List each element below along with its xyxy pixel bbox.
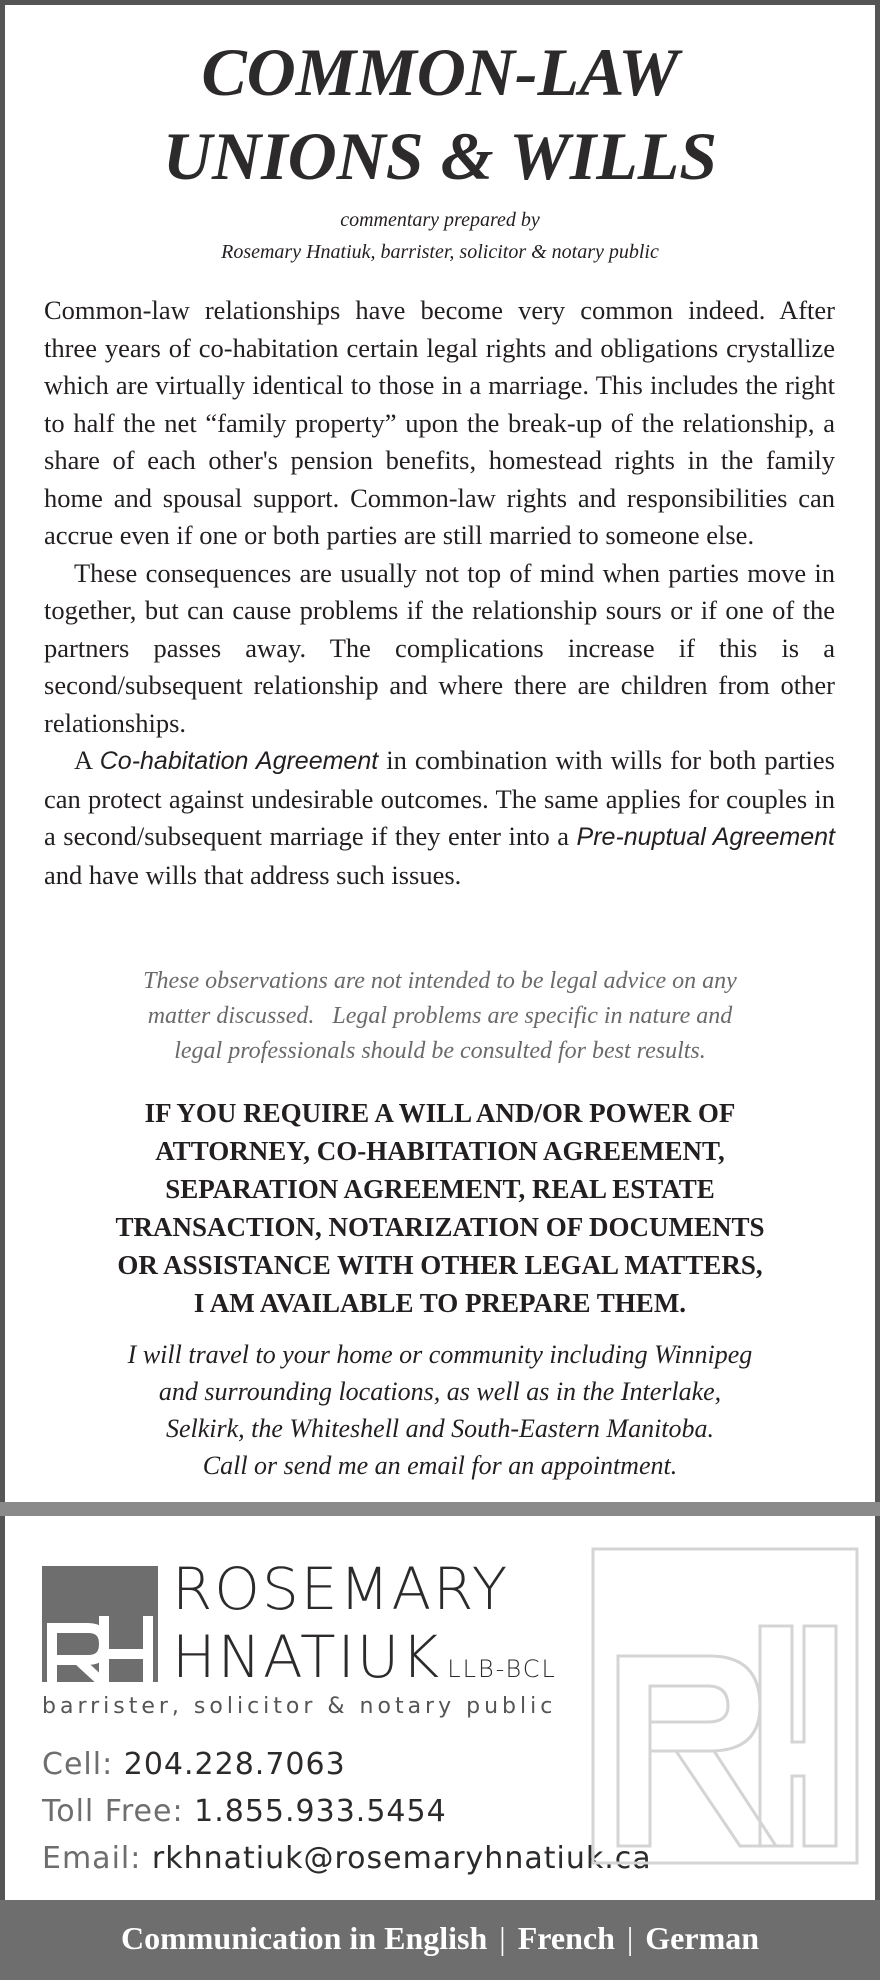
cell-number[interactable]: 204.228.7063 xyxy=(123,1747,346,1782)
language-english: Communication in English xyxy=(120,1920,488,1956)
cta-line: SEPARATION AGREEMENT, REAL ESTATE xyxy=(165,1174,715,1204)
credentials: LLB-BCL xyxy=(447,1655,557,1683)
brand-tagline: barrister, solicitor & notary public xyxy=(42,1694,557,1719)
byline-line-2: Rosemary Hnatiuk, barrister, solicitor & notary public xyxy=(221,241,659,263)
rh-watermark-icon xyxy=(590,1546,860,1871)
tollfree-number[interactable]: 1.855.933.5454 xyxy=(194,1794,447,1829)
divider-bar xyxy=(0,1502,880,1516)
cta-line: I AM AVAILABLE TO PREPARE THEM. xyxy=(193,1288,687,1318)
prenuptual-agreement-term: Pre-nuptual Agreement xyxy=(576,823,835,851)
tollfree-label: Toll Free: xyxy=(42,1794,184,1829)
headline-line-1: COMMON-LAW xyxy=(201,34,679,110)
headline xyxy=(0,30,880,198)
brand-name-line-2 xyxy=(172,1625,557,1701)
paragraph-3-text-c: and have wills that address such issues. xyxy=(44,859,462,890)
disclaimer xyxy=(0,964,880,1069)
headline-line-2: UNIONS & WILLS xyxy=(162,118,718,194)
byline-line-1: commentary prepared by xyxy=(340,209,540,231)
disclaimer-line: These observations are not intended to be legal advice on any xyxy=(143,968,737,994)
cta-line: IF YOU REQUIRE A WILL AND/OR POWER OF xyxy=(144,1098,736,1128)
travel-line: Call or send me an email for an appointment. xyxy=(202,1451,678,1480)
cta-line: OR ASSISTANCE WITH OTHER LEGAL MATTERS, xyxy=(117,1250,763,1280)
article-body xyxy=(44,292,835,894)
disclaimer-line: legal professionals should be consulted for best results. xyxy=(174,1038,706,1064)
paragraph-3-text-a: A xyxy=(74,745,100,775)
language-german: German xyxy=(645,1920,760,1956)
cell-contact xyxy=(42,1745,346,1785)
cta-line: TRANSACTION, NOTARIZATION OF DOCUMENTS xyxy=(115,1212,765,1242)
paragraph-3-text-b: in combination with wills for both parties can protect against undesirable outcomes. The same applies for couples in a second/subsequent marriage if they enter into a xyxy=(44,745,835,851)
language-footer xyxy=(0,1900,880,1980)
cohabitation-agreement-term: Co-habitation Agreement xyxy=(99,747,379,775)
separator: | xyxy=(499,1920,506,1956)
email-label: Email: xyxy=(42,1841,142,1876)
email-contact xyxy=(42,1839,652,1879)
separator: | xyxy=(626,1920,634,1956)
byline xyxy=(0,204,880,268)
paragraph-1: Common-law relationships have become very common indeed. After three years of co-habitation certain legal rights and obligations crystallize which are virtually identical to those in a marriage. This includes the right to half the net “family property” upon the break-up of the relationship, a share of each other's pension benefits, homestead rights in the family home and spousal support. Common-law rights and responsibilities can accrue even if one or both parties are still married to someone else. xyxy=(44,295,835,550)
cell-label: Cell: xyxy=(42,1747,114,1782)
travel-note xyxy=(0,1336,880,1484)
paragraph-2: These consequences are usually not top of mind when parties move in together, but can cause problems if the relationship sours or if one of the partners passes away. The complications increase if this is a second/subsequent relationship and where there are children from other relationships. xyxy=(44,557,835,738)
brand-name-line-1: ROSEMARY xyxy=(172,1555,510,1623)
tollfree-contact xyxy=(42,1792,447,1832)
disclaimer-line: matter discussed. Legal problems are specific in nature and xyxy=(147,1003,733,1029)
travel-line: I will travel to your home or community including Winnipeg xyxy=(127,1340,753,1369)
call-to-action xyxy=(0,1094,880,1322)
rh-logo-icon xyxy=(42,1566,158,1682)
travel-line: Selkirk, the Whiteshell and South-Eastern Manitoba. xyxy=(165,1414,715,1443)
email-address[interactable]: rkhnatiuk@rosemaryhnatiuk.ca xyxy=(151,1841,652,1876)
paragraph-3 xyxy=(44,742,835,894)
cta-line: ATTORNEY, CO-HABITATION AGREEMENT, xyxy=(155,1136,725,1166)
travel-line: and surrounding locations, as well as in the Interlake, xyxy=(158,1377,722,1406)
language-french: French xyxy=(517,1920,615,1956)
brand-surname: HNATIUK xyxy=(172,1623,442,1691)
